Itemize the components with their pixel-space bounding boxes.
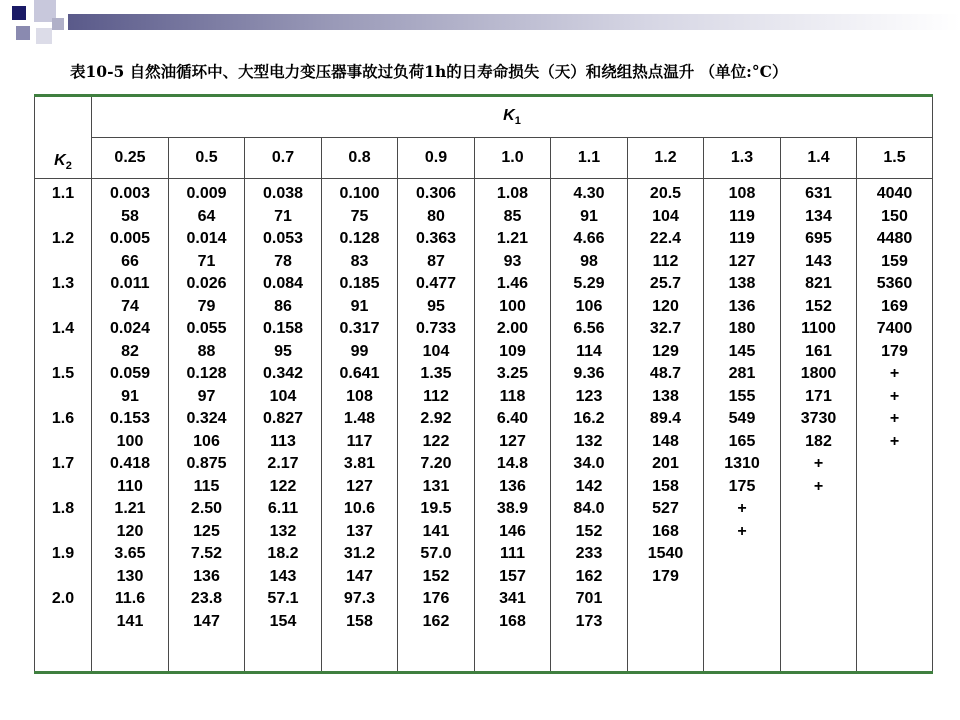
data-column-cell bbox=[857, 179, 933, 673]
k1-value-cell: 0.9 bbox=[398, 138, 475, 179]
decor-square bbox=[12, 6, 26, 20]
header-decoration bbox=[0, 0, 960, 56]
table-title: 表10-5 自然油循环中、大型电力变压器事故过负荷1h的日寿命损失（天）和绕组热点温升 （单位:°C） bbox=[70, 62, 788, 81]
k2-label: $K_2$ bbox=[54, 151, 72, 172]
k2-values-cell bbox=[35, 179, 92, 673]
k1-value-cell: 1.3 bbox=[704, 138, 781, 179]
k1-value-cell: 0.8 bbox=[322, 138, 398, 179]
k1-value-cell: 1.2 bbox=[628, 138, 704, 179]
data-column-1.4: 631 134 695 143 821 152 1100 161 1800 171 3730 182 + + bbox=[800, 185, 837, 495]
k1-header-cell bbox=[92, 96, 933, 138]
decor-square bbox=[16, 26, 30, 40]
decor-square bbox=[36, 28, 52, 44]
data-column-cell bbox=[781, 179, 857, 673]
decor-gradient-bar bbox=[68, 14, 960, 30]
table-container bbox=[34, 94, 933, 674]
data-column-cell bbox=[551, 179, 628, 673]
k2-values: 1.1 1.2 1.3 1.4 1.5 1.6 1.7 1.8 1.9 2.0 bbox=[51, 185, 75, 607]
k2-header-cell bbox=[35, 96, 92, 179]
k1-value-cell: 0.5 bbox=[169, 138, 245, 179]
data-column-cell bbox=[245, 179, 322, 673]
data-column-cell bbox=[92, 179, 169, 673]
k1-label: $K_1$ bbox=[503, 106, 521, 128]
data-column-1.0: 1.08 85 1.21 93 1.46 100 2.00 109 3.25 118 6.40 127 14.8 136 38.9 146 111 157 341 168 bbox=[496, 185, 529, 630]
k1-value-cell: 1.5 bbox=[857, 138, 933, 179]
k1-value-cell: 1.1 bbox=[551, 138, 628, 179]
k1-header-row bbox=[35, 96, 933, 138]
data-column-0.5: 0.009 64 0.014 71 0.026 79 0.055 88 0.128 97 0.324 106 0.875 115 2.50 125 7.52 136 23.8 147 bbox=[186, 185, 227, 630]
data-body-row bbox=[35, 179, 933, 673]
data-column-cell bbox=[322, 179, 398, 673]
data-column-0.9: 0.306 80 0.363 87 0.477 95 0.733 104 1.35 112 2.92 122 7.20 131 19.5 141 57.0 152 176 162 bbox=[415, 185, 457, 630]
k1-values-row bbox=[35, 138, 933, 179]
data-column-1.3: 108 119 119 127 138 136 180 145 281 155 549 165 1310 175 + + bbox=[724, 185, 760, 540]
data-table bbox=[34, 94, 933, 674]
k1-value-cell: 0.7 bbox=[245, 138, 322, 179]
k1-value-cell: 0.25 bbox=[92, 138, 169, 179]
data-column-cell bbox=[169, 179, 245, 673]
k1-value-cell: 1.4 bbox=[781, 138, 857, 179]
k1-value-cell: 1.0 bbox=[475, 138, 551, 179]
data-column-1.5: 4040 150 4480 159 5360 169 7400 179 + + + + bbox=[876, 185, 913, 450]
data-column-cell bbox=[704, 179, 781, 673]
data-column-1.1: 4.30 91 4.66 98 5.29 106 6.56 114 9.36 123 16.2 132 34.0 142 84.0 152 233 162 701 173 bbox=[573, 185, 605, 630]
data-column-0.8: 0.100 75 0.128 83 0.185 91 0.317 99 0.641 108 1.48 117 3.81 127 10.6 137 31.2 147 97.3 158 bbox=[339, 185, 380, 630]
data-column-cell bbox=[475, 179, 551, 673]
decor-square bbox=[52, 18, 64, 30]
data-column-0.25: 0.003 58 0.005 66 0.011 74 0.024 82 0.059 91 0.153 100 0.418 110 1.21 120 3.65 130 11.6 141 bbox=[109, 185, 151, 630]
data-column-cell bbox=[398, 179, 475, 673]
data-column-cell bbox=[628, 179, 704, 673]
data-column-0.7: 0.038 71 0.053 78 0.084 86 0.158 95 0.342 104 0.827 113 2.17 122 6.11 132 18.2 143 57.1 154 bbox=[262, 185, 304, 630]
data-column-1.2: 20.5 104 22.4 112 25.7 120 32.7 129 48.7 138 89.4 148 201 158 527 168 1540 179 bbox=[647, 185, 684, 585]
